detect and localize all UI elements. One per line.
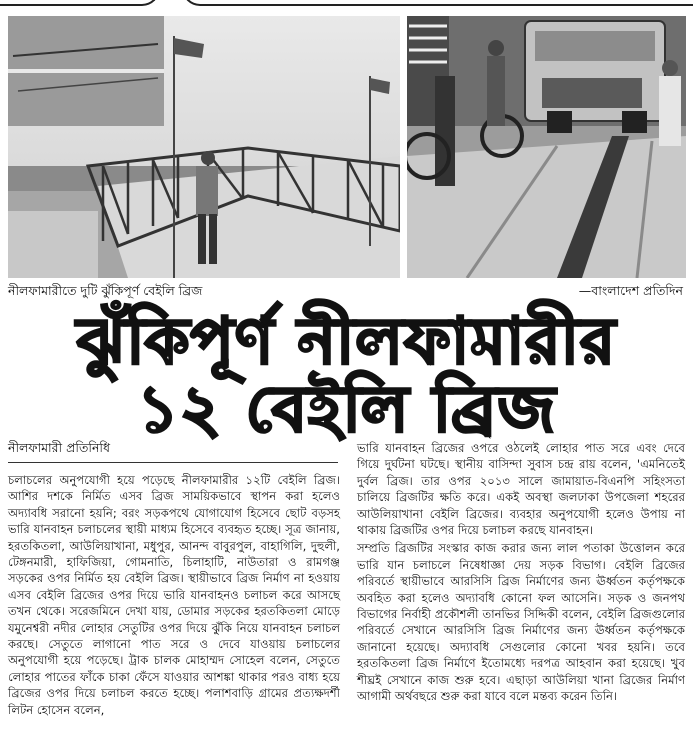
bridge-photo-left (8, 16, 400, 278)
article-paragraph: সম্প্রতি ব্রিজটির সংস্কার কাজ করার জন্য লাল পতাকা উত্তোলন করে ভারি যান চলাচলে নিষেধাজ্ঞা দেয় সড়ক বিভাগ। বেইলি ব্রিজের পরিবর্তে স্থায়ীভাবে আরসিসি ব্রিজ নির্মাণের জন্য ঊর্ধ্বতন কর্তৃপক্ষকে অবহিত করা হলেও অদ্যাবধি কোনো ফল আসেনি। সড়ক ও জনপথ বিভাগের নির্বাহী প্রকৌশলী তানভির সিদ্দিকী বলেন, বেইলি ব্রিজগুলোর পরিবর্তে সেখানে আরসিসি ব্রিজ নির্মাণের জন্য ঊর্ধ্বতন কর্তৃপক্ষকে জানানো হয়েছে। অদ্যাবধি সেগুলোর কোনো খবর হয়নি। তবে হরতকিতলা ব্রিজ নির্মাণে ইতোমধ্যে দরপত্র আহবান করা হয়েছে। খুব শীঘ্রই সেখানে কাজ শুরু হবে। এছাড়া আউলিয়া খানা ব্রিজের নির্মাণ আগামী অর্থবছরে শুরু করা যাবে বলে মন্তব্য করেন তিনি। (357, 541, 685, 704)
article-column-left (8, 472, 340, 720)
article-paragraph: ভারি যানবাহন ব্রিজের ওপরে ওঠলেই লোহার পাত সরে এবং দেবে গিয়ে দুর্ঘটনা ঘটছে। স্থানীয় বাসিন্দা সুবাস চন্দ্র রায় বলেন, 'এমনিতেই দুর্বল ব্রিজ। তার ওপর ২০১৩ সালে জামায়াত-বিএনপি সহিংসতা চালিয়ে ব্রিজটির ক্ষতি করে। একই অবস্থা জলঢাকা উপজেলা শহরের আউলিয়াখানা বেইলি ব্রিজের। ব্যবহার অনুপযোগী হলেও উপায় না থাকায় ব্রিজটির ওপর দিয়ে চলাচল করছে যানবাহন। (357, 441, 685, 538)
byline: নীলফামারী প্রতিনিধি (8, 440, 338, 463)
page-top-border (0, 0, 693, 10)
photo-credit: —বাংলাদেশ প্রতিদিন (578, 283, 683, 298)
photo-caption: নীলফামারীতে দুটি ঝুঁকিপূর্ণ বেইলি ব্রিজ (8, 283, 203, 298)
article-column-right (357, 440, 685, 707)
headline-line-1: ঝুঁকিপূর্ণ নীলফামারীর (76, 304, 617, 379)
article-paragraph: চলাচলের অনুপযোগী হয়ে পড়েছে নীলফামারীর ১২টি বেইলি ব্রিজ। আশির দশকে নির্মিত এসব ব্রিজ সাময়িকভাবে স্থাপন করা হলেও অদ্যাবধি সরানো হয়নি; বরং সড়কপথে যোগাযোগ হিসেবে ছোট বড়সহ ভারি যানবাহন চলাচলের স্থায়ী মাধ্যম হিসেবে ব্যবহৃত হচ্ছে। সূত্র জানায়, হরতকিতলা, আউলিয়াখানা, মধুপুর, আনন্দ বাবুরপুল, বাহাগিলি, দুহুলী, টেঙ্গনমারী, হাফিজিয়া, গোমনাতি, চিলাহাটি, নাউতারা ও রামগঞ্জ সড়কের ওপর নির্মিত হয় বেইলি ব্রিজ। স্থায়ীভাবে ব্রিজ নির্মাণ না হওয়ায় এসব বেইলি ব্রিজের ওপর দিয়ে ভারি যানবাহনও চলাচল করে আসছে তখন থেকে। সরেজমিনে দেখা যায়, ডোমার সড়কের হরতকিতলা মোড়ে যমুনেশ্বরী নদীর লোহার সেতুটির ওপর দিয়ে ঝুঁকি নিয়ে যানবাহন চলাচল করছে। সেতুতে লাগানো পাত সরে ও দেবে যাওয়ায় চলাচলের অনুপযোগী হয়ে পড়েছে। ট্রাক চালক মোহাম্মদ সোহেল বলেন, সেতুতে লোহার পাতের ফাঁকে চাকা ফেঁসে যাওয়ার আশঙ্কা থাকার পরও বাধ্য হয়ে ব্রিজের ওপর দিয়ে চলাচল করতে হচ্ছে। পলাশবাড়ি গ্রামের প্রত্যক্ষদর্শী লিটন হোসেন বলেন, (8, 473, 340, 717)
headline-line-2: ১২ বেইলি ব্রিজ (137, 372, 556, 447)
bridge-photo-right (407, 16, 686, 278)
